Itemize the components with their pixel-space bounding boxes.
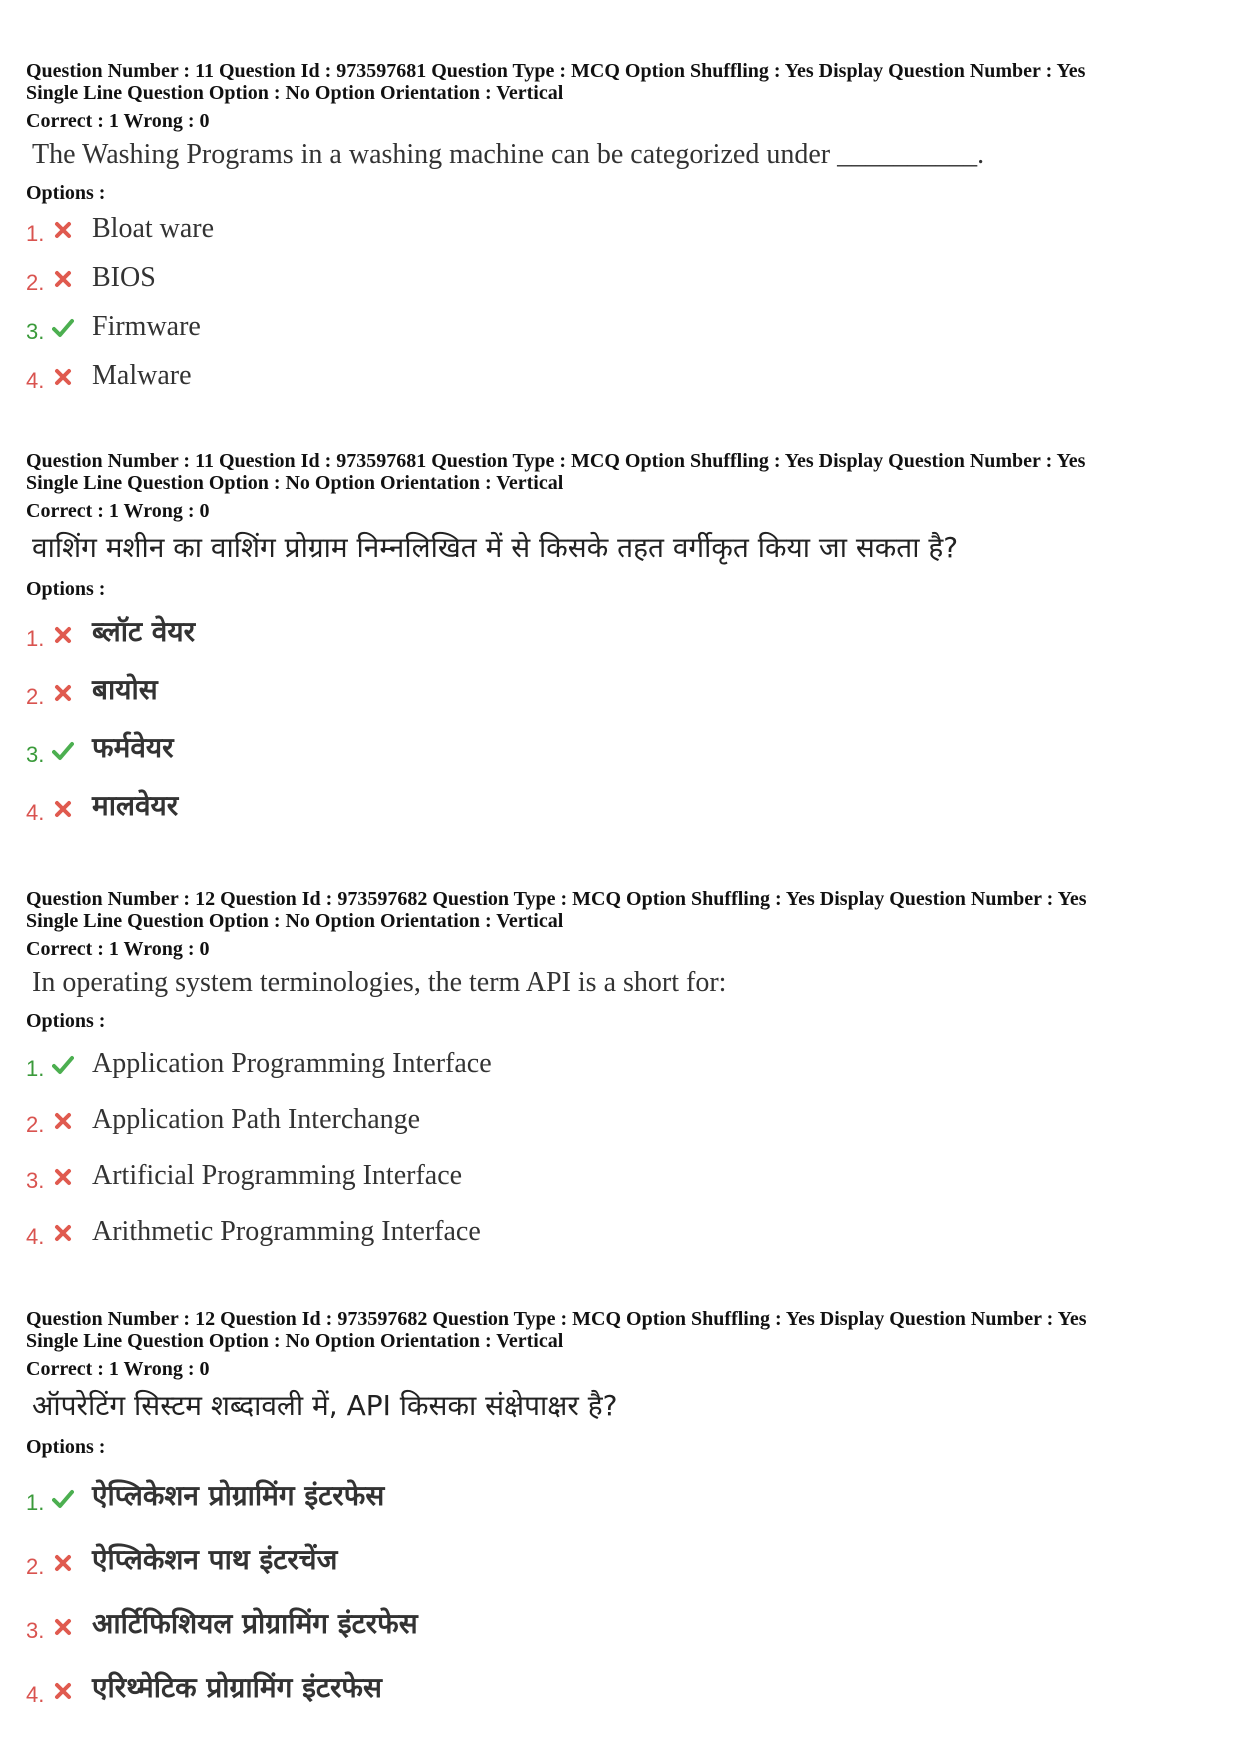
option-number: 1. (26, 1490, 45, 1515)
question-meta: Question Number : 12 Question Id : 973597682 Question Type : MCQ Option Shuffling : Yes Display Question Number : Yes (26, 888, 1087, 910)
option-1 (26, 204, 1216, 253)
option-text: ब्लॉट वेयर (92, 615, 196, 648)
option-text: Application Programming Interface (92, 1048, 492, 1079)
option-2 (26, 658, 1216, 716)
option-text: मालवेयर (92, 789, 179, 822)
question-meta-2: Single Line Question Option : No Option Orientation : Vertical (26, 82, 564, 104)
option-2 (26, 253, 1216, 302)
check-icon (52, 740, 74, 762)
options-label: Options : (26, 182, 106, 204)
marks-line: Correct : 1 Wrong : 0 (26, 1358, 210, 1380)
options-label: Options : (26, 1010, 106, 1032)
cross-icon (52, 1222, 74, 1244)
cross-icon (52, 268, 74, 290)
question-meta: Question Number : 11 Question Id : 973597681 Question Type : MCQ Option Shuffling : Yes Display Question Number : Yes (26, 60, 1086, 82)
option-text: बायोस (92, 673, 158, 706)
option-text: BIOS (92, 262, 156, 293)
cross-icon (52, 624, 74, 646)
option-number: 3. (26, 1618, 45, 1643)
option-3 (26, 1144, 1216, 1200)
question-meta: Question Number : 12 Question Id : 973597682 Question Type : MCQ Option Shuffling : Yes Display Question Number : Yes (26, 1308, 1087, 1330)
option-text: ऐप्लिकेशन पाथ इंटरचेंज (92, 1543, 338, 1576)
marks-line: Correct : 1 Wrong : 0 (26, 110, 210, 132)
question-text: In operating system terminologies, the term API is a short for: (32, 967, 727, 998)
question-block-12-hi (26, 1308, 1216, 1714)
cross-icon (52, 219, 74, 241)
option-text: Arithmetic Programming Interface (92, 1216, 481, 1247)
question-text: वाशिंग मशीन का वाशिंग प्रोग्राम निम्नलिखित में से किसके तहत वर्गीकृत किया जा सकता है? (32, 531, 959, 564)
marks-line: Correct : 1 Wrong : 0 (26, 938, 210, 960)
cross-icon (52, 1552, 74, 1574)
option-3 (26, 1586, 1216, 1650)
option-3 (26, 716, 1216, 774)
option-text: Application Path Interchange (92, 1104, 421, 1135)
option-number: 1. (26, 221, 45, 246)
option-number: 3. (26, 742, 45, 767)
cross-icon (52, 1616, 74, 1638)
cross-icon (52, 1110, 74, 1132)
option-number: 2. (26, 1112, 45, 1137)
option-4 (26, 351, 1216, 400)
question-meta-2: Single Line Question Option : No Option Orientation : Vertical (26, 472, 564, 494)
option-number: 1. (26, 1056, 45, 1081)
option-4 (26, 1650, 1216, 1714)
option-number: 2. (26, 270, 45, 295)
option-text: एरिथ्मेटिक प्रोग्रामिंग इंटरफेस (92, 1671, 382, 1704)
option-3 (26, 302, 1216, 351)
question-meta-2: Single Line Question Option : No Option Orientation : Vertical (26, 910, 564, 932)
question-text: The Washing Programs in a washing machine can be categorized under __________. (32, 139, 985, 170)
cross-icon (52, 366, 74, 388)
option-text: आर्टिफिशियल प्रोग्रामिंग इंटरफेस (92, 1607, 418, 1640)
option-text: Bloat ware (92, 213, 215, 244)
cross-icon (52, 1166, 74, 1188)
option-number: 4. (26, 368, 45, 393)
option-number: 4. (26, 800, 45, 825)
option-number: 3. (26, 319, 45, 344)
cross-icon (52, 798, 74, 820)
question-block-11-en (26, 60, 1216, 400)
options-label: Options : (26, 578, 106, 600)
option-4 (26, 1200, 1216, 1256)
option-number: 4. (26, 1224, 45, 1249)
option-text: फर्मवेयर (92, 731, 174, 764)
check-icon (52, 1054, 74, 1076)
option-number: 2. (26, 1554, 45, 1579)
check-icon (52, 317, 74, 339)
option-text: ऐप्लिकेशन प्रोग्रामिंग इंटरफेस (92, 1479, 385, 1512)
option-number: 2. (26, 684, 45, 709)
marks-line: Correct : 1 Wrong : 0 (26, 500, 210, 522)
option-text: Firmware (92, 311, 201, 342)
option-1 (26, 600, 1216, 658)
option-1 (26, 1032, 1216, 1088)
cross-icon (52, 682, 74, 704)
option-text: Malware (92, 360, 192, 391)
options-label: Options : (26, 1436, 106, 1458)
option-1 (26, 1458, 1216, 1522)
check-icon (52, 1488, 74, 1510)
question-block-12-en (26, 888, 1216, 1256)
question-block-11-hi (26, 450, 1216, 832)
option-text: Artificial Programming Interface (92, 1160, 463, 1191)
question-meta-2: Single Line Question Option : No Option Orientation : Vertical (26, 1330, 564, 1352)
cross-icon (52, 1680, 74, 1702)
option-number: 4. (26, 1682, 45, 1707)
option-number: 1. (26, 626, 45, 651)
question-text: ऑपरेटिंग सिस्टम शब्दावली में, API किसका संक्षेपाक्षर है? (32, 1389, 618, 1422)
option-2 (26, 1522, 1216, 1586)
option-4 (26, 774, 1216, 832)
option-2 (26, 1088, 1216, 1144)
option-number: 3. (26, 1168, 45, 1193)
question-meta: Question Number : 11 Question Id : 973597681 Question Type : MCQ Option Shuffling : Yes Display Question Number : Yes (26, 450, 1086, 472)
